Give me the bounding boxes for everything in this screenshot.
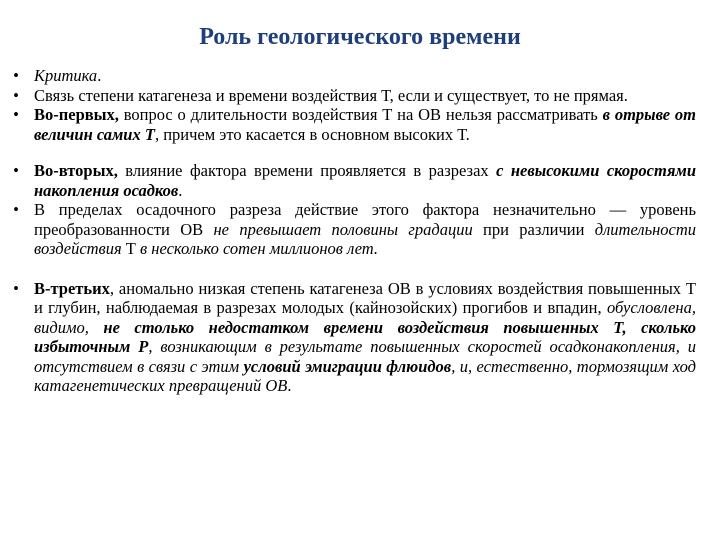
text-segment: не столько недостатком времени воздействия повышенных Т, сколько избыточным Р (34, 317, 696, 356)
text-segment: с невысокими скоростями накопления осадков (34, 161, 696, 200)
text-segment: , аномально низкая степень катагенеза ОВ в условиях воздействия повышенных Т и глубин, наблюдаемая в разрезах молодых (кайнозойских) прогибов и впадин, (34, 278, 696, 317)
text-segment: , и, естественно, тормозящим ход катагенетических превращений ОВ (34, 356, 696, 395)
text-segment: Критика (34, 66, 98, 85)
text-segment: Т (121, 239, 140, 258)
text-segment: вопрос о длительности воздействия Т на ОВ нельзя рассматривать (118, 105, 603, 124)
bullet-list (6, 66, 696, 396)
text-segment: обусловлена, видимо, (34, 298, 696, 337)
text-segment: . (97, 66, 102, 85)
list-item (6, 66, 696, 86)
text-segment: в несколько сотен миллионов лет. (139, 239, 379, 258)
text-segment: В-третьих (34, 278, 110, 298)
list-item (6, 279, 696, 396)
list-item (6, 105, 696, 144)
text-segment: не превышает половины градации (213, 219, 473, 239)
bullet-icon: • (13, 105, 19, 124)
text-segment: . (287, 376, 292, 395)
text-segment: , возникающим в результате повышенных скоростей осадконакопления, и отсутствием в связи с этим (34, 337, 697, 376)
text-segment: в отрыве от величин самих Т (34, 105, 697, 144)
text-segment: Во-первых, (34, 105, 119, 124)
text-segment: условий эмиграции флюидов (243, 356, 452, 376)
spacer (6, 259, 696, 279)
bullet-icon: • (13, 66, 19, 85)
bullet-icon: • (13, 161, 19, 180)
list-item (6, 86, 696, 106)
text-segment: влияние фактора времени проявляется в разрезах (117, 161, 497, 180)
text-segment: , причем это касается в основном высоких Т. (154, 124, 470, 144)
list-item (6, 200, 696, 259)
text-segment: Связь степени катагенеза и времени воздействия Т, если и существует, то не прямая. (34, 85, 628, 105)
text-segment: Во-вторых, (34, 161, 118, 180)
text-segment: . (178, 180, 183, 200)
page-title: Роль геологического времени (199, 24, 521, 50)
bullet-icon: • (13, 200, 19, 219)
bullet-icon: • (13, 278, 19, 298)
text-segment: при различии (472, 219, 595, 239)
text-segment: длительности воздействия (34, 219, 696, 258)
list-item (6, 161, 696, 200)
bullet-icon: • (13, 85, 19, 105)
spacer (6, 144, 696, 161)
text-segment: В пределах осадочного разреза действие этого фактора незначительно — уровень преобразованности ОВ (34, 200, 696, 239)
